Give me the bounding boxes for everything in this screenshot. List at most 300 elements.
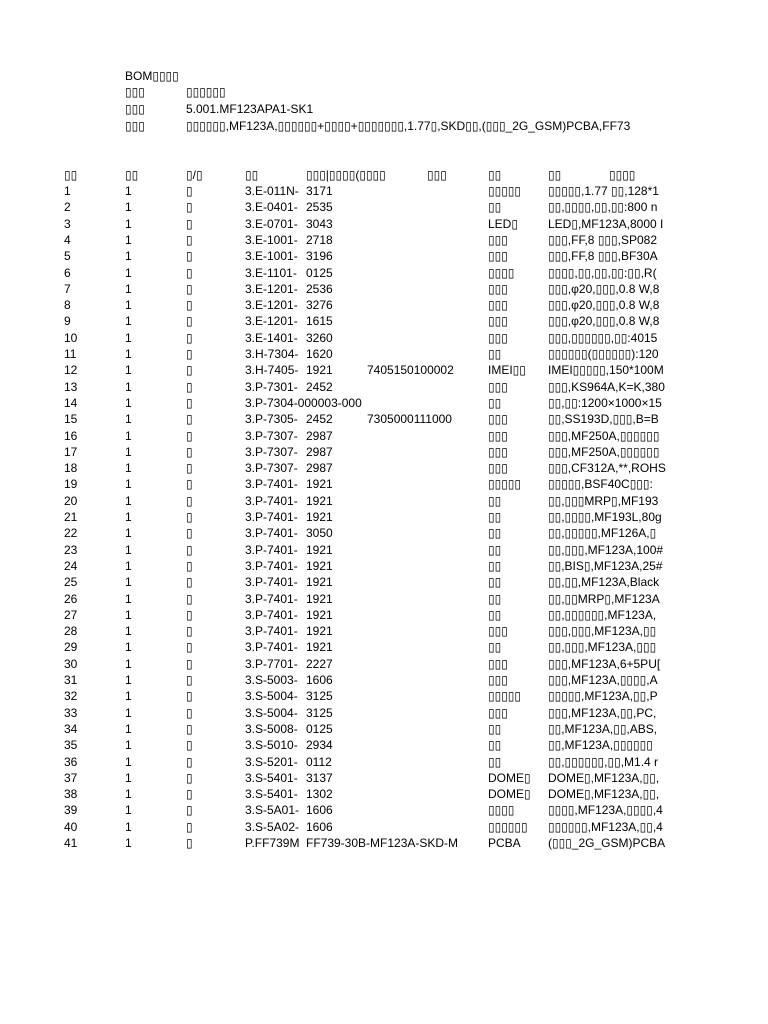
cell-code: 3.P-7305- xyxy=(245,412,298,426)
cell-code2: 1921 xyxy=(306,640,333,654)
cell-code: 3.E-1101- xyxy=(245,266,297,280)
cell-flag: ▯ xyxy=(186,477,193,491)
cell-qty: 1 xyxy=(125,396,132,410)
cell-seq: 2 xyxy=(64,200,71,214)
cell-code2: 1921 xyxy=(306,363,333,377)
cell-code: 3.P-7401- xyxy=(245,559,298,573)
cell-seq: 24 xyxy=(64,559,78,573)
cell-code: 3.P-7701- xyxy=(245,657,298,671)
cell-flag: ▯ xyxy=(186,200,193,214)
cell-qty: 1 xyxy=(125,510,132,524)
cell-spec: ▯▯▯,▯▯▯▯▯▯,▯▯:4015 xyxy=(548,331,658,345)
cell-qty: 1 xyxy=(125,657,132,671)
header-row-1 xyxy=(0,101,768,117)
cell-code: 3.P-7307- xyxy=(245,429,298,443)
cell-code2: 3050 xyxy=(306,526,333,540)
cell-seq: 33 xyxy=(64,706,78,720)
cell-spec: ▯▯▯,MF123A,▯▯,PC, xyxy=(548,706,657,720)
cell-flag: ▯ xyxy=(186,592,193,606)
cell-code2: 1921 xyxy=(306,510,333,524)
cell-name: ▯▯▯ xyxy=(488,445,508,459)
cell-code: 3.S-5A01- xyxy=(245,803,300,817)
cell-qty: 1 xyxy=(125,477,132,491)
cell-seq: 28 xyxy=(64,624,78,638)
cell-qty: 1 xyxy=(125,673,132,687)
cell-spec: ▯▯,▯▯▯▯▯▯,MF123A, xyxy=(548,608,657,622)
cell-spec: ▯▯,▯▯▯▯,MF193L,80g xyxy=(548,510,662,524)
cell-code: 3.S-5004- xyxy=(245,706,298,720)
cell-spec: ▯▯▯▯▯,BSF40C▯▯▯: xyxy=(548,477,653,491)
cell-seq: 8 xyxy=(64,298,71,312)
cell-seq: 26 xyxy=(64,592,78,606)
cell-code: 3.P-7401- xyxy=(245,608,298,622)
cell-flag: ▯ xyxy=(186,820,193,834)
cell-name: ▯▯▯ xyxy=(488,673,508,687)
cell-qty: 1 xyxy=(125,266,132,280)
cell-qty: 1 xyxy=(125,820,132,834)
cell-qty: 1 xyxy=(125,347,132,361)
cell-seq: 39 xyxy=(64,803,78,817)
cell-code: 3.S-5010- xyxy=(245,738,298,752)
cell-name: ▯▯ xyxy=(488,575,502,589)
cell-flag: ▯ xyxy=(186,412,193,426)
cell-code: 3.E-1201- xyxy=(245,282,298,296)
cell-qty: 1 xyxy=(125,494,132,508)
col-spec2: ▯▯▯▯ xyxy=(609,168,636,182)
cell-flag: ▯ xyxy=(186,233,193,247)
cell-name: ▯▯▯▯▯ xyxy=(488,477,522,491)
cell-seq: 32 xyxy=(64,689,78,703)
cell-code: 3.P-7307- xyxy=(245,461,298,475)
cell-flag: ▯ xyxy=(186,445,193,459)
cell-code2: 2452 xyxy=(306,380,333,394)
cell-flag: ▯ xyxy=(186,771,193,785)
cell-spec: IMEI▯▯▯▯▯,150*100M xyxy=(548,363,664,377)
cell-spec: DOME▯,MF123A,▯▯, xyxy=(548,787,660,801)
cell-qty: 1 xyxy=(125,575,132,589)
cell-seq: 10 xyxy=(64,331,78,345)
cell-code2: FF739-30B-MF123A-SKD-M xyxy=(306,836,459,850)
cell-name: ▯▯▯ xyxy=(488,624,508,638)
cell-code: 3.E-0401- xyxy=(245,200,298,214)
cell-code: 3.P-7401- xyxy=(245,526,298,540)
cell-code2: 0125 xyxy=(306,722,333,736)
cell-qty: 1 xyxy=(125,559,132,573)
header-row-0 xyxy=(0,84,768,100)
cell-flag: ▯ xyxy=(186,559,193,573)
cell-flag: ▯ xyxy=(186,363,193,377)
cell-spec: ▯▯▯▯▯▯(▯▯▯▯▯▯):120 xyxy=(548,347,659,361)
cell-code: 3.S-5401- xyxy=(245,771,298,785)
cell-spec: ▯▯,▯▯▯▯▯▯,▯▯,M1.4 r xyxy=(548,755,659,769)
cell-code2: 3260 xyxy=(306,331,333,345)
cell-flag: ▯ xyxy=(186,298,193,312)
cell-spec: ▯▯,BIS▯,MF123A,25# xyxy=(548,559,663,573)
cell-name: ▯▯ xyxy=(488,347,502,361)
cell-code2: 3125 xyxy=(306,689,333,703)
cell-spec: ▯▯▯,FF,8 ▯▯▯,BF30A xyxy=(548,249,658,263)
col-qty: ▯▯ xyxy=(125,168,139,182)
cell-qty: 1 xyxy=(125,445,132,459)
cell-flag: ▯ xyxy=(186,396,193,410)
cell-code2: 2535 xyxy=(306,200,333,214)
cell-name: ▯▯▯ xyxy=(488,314,508,328)
cell-code: 3.S-5008- xyxy=(245,722,298,736)
cell-code2: 2987 xyxy=(306,445,333,459)
cell-code: 3.P-7401- xyxy=(245,640,298,654)
cell-flag: ▯ xyxy=(186,461,193,475)
cell-seq: 5 xyxy=(64,249,71,263)
cell-name: DOME▯ xyxy=(488,787,531,801)
cell-qty: 1 xyxy=(125,331,132,345)
cell-seq: 16 xyxy=(64,429,78,443)
cell-seq: 13 xyxy=(64,380,78,394)
cell-qty: 1 xyxy=(125,755,132,769)
header-value: 5.001.MF123APA1-SK1 xyxy=(186,102,314,116)
cell-code: 3.E-1401- xyxy=(245,331,298,345)
cell-name: PCBA xyxy=(488,836,521,850)
col-flag: ▯/▯ xyxy=(186,168,203,182)
cell-seq: 22 xyxy=(64,526,78,540)
cell-name: ▯▯▯ xyxy=(488,233,508,247)
header-label: ▯▯▯ xyxy=(125,102,145,116)
cell-flag: ▯ xyxy=(186,640,193,654)
cell-qty: 1 xyxy=(125,249,132,263)
cell-code2: 0112 xyxy=(306,755,332,769)
cell-code: 3.P-7307- xyxy=(245,445,298,459)
cell-seq: 1 xyxy=(64,184,71,198)
cell-code2: 1921 xyxy=(306,608,333,622)
cell-code2: 1606 xyxy=(306,820,333,834)
cell-flag: ▯ xyxy=(186,689,193,703)
cell-seq: 15 xyxy=(64,412,78,426)
cell-code2: 2987 xyxy=(306,461,333,475)
cell-name: ▯▯ xyxy=(488,755,502,769)
cell-seq: 30 xyxy=(64,657,78,671)
cell-code2: 3276 xyxy=(306,298,333,312)
cell-qty: 1 xyxy=(125,787,132,801)
cell-qty: 1 xyxy=(125,217,132,231)
cell-spec: ▯▯,▯▯▯▯,▯▯,▯▯:800 n xyxy=(548,200,658,214)
cell-name: ▯▯▯ xyxy=(488,298,508,312)
col-seq: ▯▯ xyxy=(64,168,78,182)
cell-seq: 18 xyxy=(64,461,78,475)
cell-code: 3.S-5201- xyxy=(245,755,298,769)
cell-spec: ▯▯,▯▯MRP▯,MF123A xyxy=(548,592,660,606)
cell-extra: 7305000111000 xyxy=(367,412,452,426)
cell-seq: 17 xyxy=(64,445,78,459)
cell-name: ▯▯ xyxy=(488,640,502,654)
col-name: ▯▯ xyxy=(488,168,502,182)
cell-flag: ▯ xyxy=(186,314,193,328)
cell-spec: ▯▯▯,MF123A,▯▯▯▯,A xyxy=(548,673,658,687)
cell-code: 3.E-1201- xyxy=(245,314,298,328)
cell-qty: 1 xyxy=(125,738,132,752)
cell-spec: ▯▯,MF123A,▯▯▯▯▯▯ xyxy=(548,738,653,752)
cell-seq: 27 xyxy=(64,608,78,622)
cell-spec: ▯▯▯,▯▯▯,MF123A,▯▯ xyxy=(548,624,657,638)
cell-code: 3.E-011N- xyxy=(245,184,299,198)
cell-name: ▯▯ xyxy=(488,543,502,557)
cell-spec: ▯▯▯,φ20,▯▯▯,0.8 W,8 xyxy=(548,314,660,328)
cell-spec: ▯▯▯,KS964A,K=K,380 xyxy=(548,380,665,394)
cell-flag: ▯ xyxy=(186,803,193,817)
cell-spec: ▯▯,SS193D,▯▯▯,B=B xyxy=(548,412,659,426)
cell-code2: 1921 xyxy=(306,575,333,589)
cell-name: ▯▯ xyxy=(488,396,502,410)
cell-code2: 3196 xyxy=(306,249,333,263)
cell-qty: 1 xyxy=(125,640,132,654)
cell-flag: ▯ xyxy=(186,755,193,769)
cell-flag: ▯ xyxy=(186,738,193,752)
cell-code: 3.E-1001- xyxy=(245,233,298,247)
cell-qty: 1 xyxy=(125,233,132,247)
cell-qty: 1 xyxy=(125,314,132,328)
cell-code: 3.S-5A02- xyxy=(245,820,300,834)
cell-name: ▯▯▯ xyxy=(488,249,508,263)
cell-name: ▯▯ xyxy=(488,510,502,524)
cell-spec: ▯▯▯▯▯,MF123A,▯▯,P xyxy=(548,689,658,703)
cell-flag: ▯ xyxy=(186,266,193,280)
cell-flag: ▯ xyxy=(186,836,193,850)
cell-seq: 37 xyxy=(64,771,78,785)
col-spec: ▯▯ xyxy=(548,168,562,182)
cell-seq: 9 xyxy=(64,314,71,328)
cell-code2: 1921 xyxy=(306,559,333,573)
cell-flag: ▯ xyxy=(186,282,193,296)
cell-qty: 1 xyxy=(125,689,132,703)
cell-qty: 1 xyxy=(125,184,132,198)
cell-qty: 1 xyxy=(125,836,132,850)
cell-name: ▯▯▯ xyxy=(488,380,508,394)
cell-qty: 1 xyxy=(125,412,132,426)
cell-seq: 25 xyxy=(64,575,78,589)
cell-name: ▯▯▯ xyxy=(488,706,508,720)
cell-code: 3.E-0701- xyxy=(245,217,298,231)
bom-title: BOM▯▯▯▯ xyxy=(125,69,179,83)
cell-code2: 3137 xyxy=(306,771,333,785)
cell-spec: ▯▯▯,φ20,▯▯▯,0.8 W,8 xyxy=(548,282,660,296)
cell-spec: ▯▯,▯▯▯MRP▯,MF193 xyxy=(548,494,659,508)
cell-code2: 0125 xyxy=(306,266,333,280)
cell-qty: 1 xyxy=(125,592,132,606)
cell-seq: 4 xyxy=(64,233,71,247)
cell-name: ▯▯▯▯ xyxy=(488,803,515,817)
cell-seq: 6 xyxy=(64,266,71,280)
cell-flag: ▯ xyxy=(186,217,193,231)
cell-spec: ▯▯▯,φ20,▯▯▯,0.8 W,8 xyxy=(548,298,660,312)
cell-seq: 7 xyxy=(64,282,71,296)
cell-code2: 1921 xyxy=(306,494,333,508)
cell-name: ▯▯▯▯▯ xyxy=(488,184,522,198)
cell-spec: ▯▯▯▯,▯▯,▯▯,▯▯:▯▯,R( xyxy=(548,266,657,280)
cell-seq: 29 xyxy=(64,640,78,654)
header-value: ▯▯▯▯▯▯,MF123A,▯▯▯▯▯▯+▯▯▯▯+▯▯▯▯▯▯▯,1.77▯,SKD▯▯,(▯▯▯_2G_GSM)PCBA,FF73 xyxy=(186,119,631,133)
cell-qty: 1 xyxy=(125,282,132,296)
cell-seq: 31 xyxy=(64,673,78,687)
cell-spec: ▯▯,▯▯▯▯▯,MF126A,▯ xyxy=(548,526,657,540)
cell-seq: 36 xyxy=(64,755,78,769)
cell-code: 3.E-1201- xyxy=(245,298,298,312)
cell-qty: 1 xyxy=(125,624,132,638)
col-extra: ▯▯▯ xyxy=(427,168,447,182)
cell-code2: 2227 xyxy=(306,657,333,671)
cell-spec: (▯▯▯_2G_GSM)PCBA xyxy=(548,836,666,850)
cell-code: 3.S-5401- xyxy=(245,787,298,801)
cell-name: ▯▯ xyxy=(488,722,502,736)
cell-seq: 38 xyxy=(64,787,78,801)
cell-code: 3.P-7304-000003-000 xyxy=(245,396,362,410)
cell-name: ▯▯ xyxy=(488,608,502,622)
cell-seq: 41 xyxy=(64,836,78,850)
cell-code: 3.P-7401- xyxy=(245,575,298,589)
cell-code: 3.S-5003- xyxy=(245,673,298,687)
cell-qty: 1 xyxy=(125,608,132,622)
cell-name: ▯▯▯▯▯ xyxy=(488,689,522,703)
cell-qty: 1 xyxy=(125,380,132,394)
cell-code: 3.S-5004- xyxy=(245,689,298,703)
cell-code: 3.P-7401- xyxy=(245,624,298,638)
cell-spec: LED▯,MF123A,8000 I xyxy=(548,217,664,231)
cell-code2: 1615 xyxy=(306,314,333,328)
cell-code: 3.P-7401- xyxy=(245,494,298,508)
cell-name: ▯▯▯▯ xyxy=(488,266,515,280)
cell-flag: ▯ xyxy=(186,184,193,198)
cell-seq: 23 xyxy=(64,543,78,557)
cell-name: ▯▯▯ xyxy=(488,412,508,426)
cell-flag: ▯ xyxy=(186,526,193,540)
cell-code2: 1921 xyxy=(306,543,333,557)
header-label: ▯▯▯ xyxy=(125,119,145,133)
cell-seq: 12 xyxy=(64,363,78,377)
cell-name: ▯▯▯▯▯▯ xyxy=(488,820,528,834)
cell-spec: ▯▯▯▯,MF123A,▯▯▯▯,4 xyxy=(548,803,663,817)
cell-code2: 2934 xyxy=(306,738,333,752)
cell-qty: 1 xyxy=(125,363,132,377)
cell-flag: ▯ xyxy=(186,331,193,345)
cell-name: ▯▯ xyxy=(488,526,502,540)
cell-flag: ▯ xyxy=(186,706,193,720)
cell-name: ▯▯ xyxy=(488,559,502,573)
cell-spec: ▯▯,MF123A,▯▯,ABS, xyxy=(548,722,658,736)
cell-code: 3.H-7304- xyxy=(245,347,299,361)
cell-flag: ▯ xyxy=(186,429,193,443)
cell-name: ▯▯▯ xyxy=(488,461,508,475)
cell-spec: ▯▯,▯▯,MF123A,Black xyxy=(548,575,660,589)
header-value: ▯▯▯▯▯▯ xyxy=(186,85,226,99)
cell-qty: 1 xyxy=(125,803,132,817)
cell-code: 3.H-7405- xyxy=(245,363,299,377)
cell-code2: 1606 xyxy=(306,673,333,687)
cell-code2: 1921 xyxy=(306,477,333,491)
cell-seq: 40 xyxy=(64,820,78,834)
cell-name: ▯▯ xyxy=(488,592,502,606)
cell-flag: ▯ xyxy=(186,673,193,687)
cell-code2: 1302 xyxy=(306,787,333,801)
cell-flag: ▯ xyxy=(186,249,193,263)
cell-name: ▯▯▯ xyxy=(488,657,508,671)
cell-code2: 1606 xyxy=(306,803,333,817)
cell-flag: ▯ xyxy=(186,787,193,801)
cell-seq: 34 xyxy=(64,722,78,736)
cell-name: ▯▯▯ xyxy=(488,282,508,296)
cell-code2: 3043 xyxy=(306,217,333,231)
cell-flag: ▯ xyxy=(186,494,193,508)
cell-code: 3.P-7301- xyxy=(245,380,298,394)
cell-name: ▯▯▯ xyxy=(488,429,508,443)
cell-name: ▯▯ xyxy=(488,494,502,508)
header-label: ▯▯▯ xyxy=(125,85,145,99)
cell-flag: ▯ xyxy=(186,657,193,671)
cell-code2: 1921 xyxy=(306,592,333,606)
cell-code: P.FF739M xyxy=(245,836,300,850)
cell-spec: ▯▯▯▯▯▯,MF123A,▯▯,4 xyxy=(548,820,663,834)
cell-name: DOME▯ xyxy=(488,771,531,785)
cell-qty: 1 xyxy=(125,771,132,785)
cell-code2: 2987 xyxy=(306,429,333,443)
cell-flag: ▯ xyxy=(186,347,193,361)
cell-flag: ▯ xyxy=(186,510,193,524)
cell-spec: ▯▯▯,MF250A,▯▯▯▯▯▯ xyxy=(548,445,660,459)
cell-seq: 14 xyxy=(64,396,78,410)
cell-spec: ▯▯,▯▯▯,MF123A,100# xyxy=(548,543,664,557)
cell-seq: 35 xyxy=(64,738,78,752)
header-row-2 xyxy=(0,118,668,134)
cell-code2: 3125 xyxy=(306,706,333,720)
cell-code2: 3171 xyxy=(306,184,333,198)
cell-seq: 20 xyxy=(64,494,78,508)
cell-qty: 1 xyxy=(125,200,132,214)
cell-qty: 1 xyxy=(125,526,132,540)
cell-seq: 11 xyxy=(64,347,77,361)
cell-spec: ▯▯▯,MF123A,6+5PU[ xyxy=(548,657,661,671)
cell-spec: ▯▯▯,MF250A,▯▯▯▯▯▯ xyxy=(548,429,660,443)
cell-flag: ▯ xyxy=(186,608,193,622)
cell-extra: 7405150100002 xyxy=(367,363,454,377)
cell-seq: 21 xyxy=(64,510,78,524)
cell-code: 3.P-7401- xyxy=(245,592,298,606)
cell-code: 3.P-7401- xyxy=(245,477,298,491)
cell-code: 3.P-7401- xyxy=(245,543,298,557)
cell-flag: ▯ xyxy=(186,543,193,557)
cell-seq: 19 xyxy=(64,477,78,491)
cell-name: ▯▯ xyxy=(488,738,502,752)
cell-spec: ▯▯▯,FF,8 ▯▯▯,SP082 xyxy=(548,233,657,247)
cell-flag: ▯ xyxy=(186,575,193,589)
cell-qty: 1 xyxy=(125,298,132,312)
col-code: ▯▯ xyxy=(245,168,259,182)
cell-spec: ▯▯,▯▯:1200×1000×15 xyxy=(548,396,662,410)
cell-name: LED▯ xyxy=(488,217,518,231)
cell-code: 3.E-1001- xyxy=(245,249,298,263)
cell-qty: 1 xyxy=(125,429,132,443)
cell-spec: ▯▯▯▯▯,1.77 ▯▯,128*1 xyxy=(548,184,659,198)
cell-code2: 2452 xyxy=(306,412,333,426)
cell-code2: 1921 xyxy=(306,624,333,638)
cell-name: ▯▯▯ xyxy=(488,331,508,345)
cell-name: ▯▯ xyxy=(488,200,502,214)
cell-seq: 3 xyxy=(64,217,71,231)
cell-qty: 1 xyxy=(125,543,132,557)
cell-flag: ▯ xyxy=(186,380,193,394)
cell-flag: ▯ xyxy=(186,624,193,638)
cell-code2: 1620 xyxy=(306,347,333,361)
cell-spec: ▯▯▯,CF312A,**,ROHS xyxy=(548,461,666,475)
cell-spec: DOME▯,MF123A,▯▯, xyxy=(548,771,660,785)
col-code2: ▯▯▯|▯▯▯▯(▯▯▯▯ xyxy=(306,168,386,182)
cell-flag: ▯ xyxy=(186,722,193,736)
cell-qty: 1 xyxy=(125,461,132,475)
